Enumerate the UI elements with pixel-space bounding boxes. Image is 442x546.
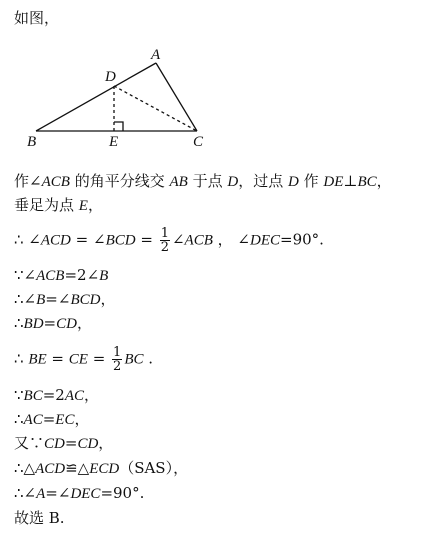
right-angle-mark [114,122,123,131]
solution-line-9: ∴AC=EC， [14,410,90,428]
label-E: E [109,134,119,150]
label-C: C [193,134,204,150]
label-A: A [151,47,161,63]
solution-line-8: ∵BC=2AC， [14,386,100,404]
fraction-half: $\frac{1}{2}$ [113,345,122,374]
solution-line-6: ∴BD=CD， [14,314,92,332]
segment-AC [156,63,197,131]
segment-DC [114,86,197,131]
label-B: B [27,134,37,150]
solution-line-2: 垂足为点 E， [14,196,103,214]
solution-line-11: ∴△ACD≌△ECD（SAS）， [14,459,189,477]
solution-line-4: ∵∠ACB=2∠B [14,266,109,284]
solution-line-3: ∴ ∠ACD = ∠BCD = $\frac{1}{2}$ ∠ACB ， ∠DEC=90°. [14,226,324,255]
solution-line-5: ∴∠B=∠BCD， [14,290,116,308]
segment-AB [36,63,156,131]
solution-line-1: 作∠ACB 的角平分线交 AB 于点 D，过点 D 作 DE⊥BC， [14,172,392,190]
solution-line-13: 故选 B. [14,509,65,527]
solution-line-7: ∴ BE = CE = $\frac{1}{2}$ BC . [14,345,154,374]
label-D: D [105,69,116,85]
fraction-half: $\frac{1}{2}$ [160,226,169,255]
solution-line-10: 又∵CD=CD， [14,434,114,452]
triangle-figure [0,0,442,160]
solution-line-12: ∴∠A=∠DEC=90°. [14,484,145,502]
intro-text: 如图， [14,9,60,27]
